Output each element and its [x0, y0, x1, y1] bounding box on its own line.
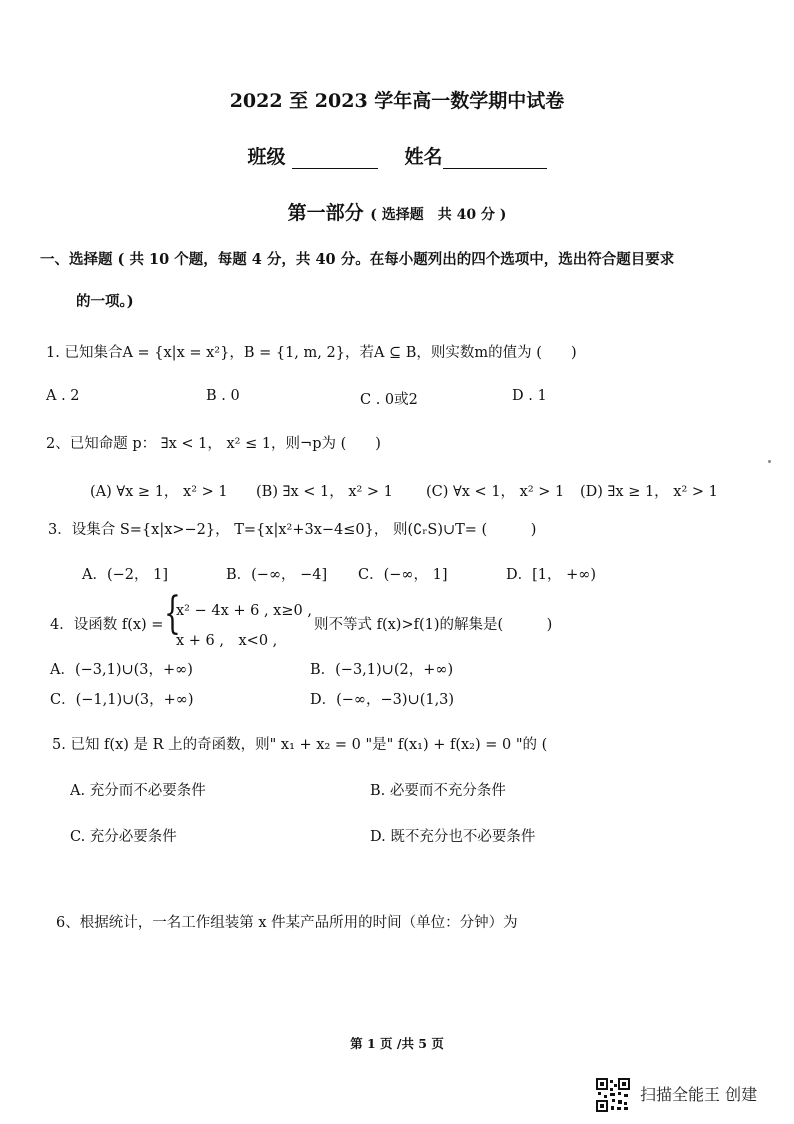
piece-1: x² − 4x + 6 , x≥0 , [176, 603, 312, 619]
name-label: 姓名 [404, 146, 443, 168]
piece-2: x + 6 , x<0 , [176, 633, 278, 649]
exam-title: 2022 至 2023 学年高一数学期中试卷 [229, 90, 565, 112]
question-1-option-b: B . 0 [206, 388, 240, 404]
brace-symbol: { [164, 588, 181, 639]
part-one-title: 第一部分 [287, 202, 364, 224]
section-one-instructions: 一、选择题 ( 共 10 个题，每题 4 分，共 40 分。在每小题列出的四个选项中，选出符合题目要求 [40, 251, 675, 268]
question-4-option-d: D．(−∞，−3)∪(1,3) [310, 692, 455, 708]
section-one-instructions-cont: 的一项。) [76, 293, 134, 310]
name-blank [443, 148, 547, 169]
scan-speck [768, 460, 771, 463]
question-4-option-b: B．(−3,1)∪(2，+∞) [310, 662, 454, 678]
question-3-option-b: B．(−∞， −4] [226, 567, 328, 583]
question-5-option-d: D. 既不充分也不必要条件 [370, 829, 536, 845]
student-info-line [0, 142, 794, 169]
page-footer: 第 1 页 /共 5 页 [350, 1036, 444, 1051]
class-label: 班级 [247, 146, 286, 168]
question-4-option-c: C．(−1,1)∪(3，+∞) [50, 692, 194, 708]
question-5-stem: 5. 已知 f(x) 是 R 上的奇函数，则" x₁ + x₂ = 0 "是" f(x₁) + f(x₂) = 0 "的 ( [52, 737, 548, 753]
part-one-note: ( 选择题 共 40 分 ) [370, 207, 507, 223]
class-blank [292, 148, 378, 169]
piecewise-function [164, 588, 312, 656]
question-2-option-d: (D) ∃x ≥ 1， x² > 1 [580, 484, 718, 500]
question-6-stem: 6、根据统计，一名工作组装第 x 件某产品所用的时间（单位：分钟）为 [56, 915, 518, 931]
question-2-stem: 2、已知命题 p： ∃x < 1， x² ≤ 1，则¬p为 ( ) [46, 436, 381, 452]
question-2-option-c: (C) ∀x < 1， x² > 1 [426, 484, 565, 500]
question-4-stem-prefix: 4．设函数 f(x) = [50, 617, 164, 633]
question-1-option-c: C . 0或2 [360, 392, 418, 408]
question-3-stem: 3．设集合 S={x|x>−2}， T={x|x²+3x−4≤0}， 则(∁ᵣS)∪T= ( ) [48, 522, 537, 538]
question-1-option-d: D . 1 [512, 388, 547, 404]
qr-code-icon [596, 1078, 630, 1112]
question-1-option-a: A . 2 [46, 388, 80, 404]
question-5-option-b: B. 必要而不充分条件 [370, 783, 506, 799]
question-5-option-c: C. 充分必要条件 [70, 829, 177, 845]
question-3-option-d: D．[1， +∞) [506, 567, 597, 583]
question-3-option-c: C．(−∞， 1] [358, 567, 448, 583]
part-one-heading [0, 198, 794, 225]
scanner-watermark: 扫描全能王 创建 [640, 1085, 758, 1104]
question-2-option-a: (A) ∀x ≥ 1， x² > 1 [90, 484, 228, 500]
question-4-option-a: A．(−3,1)∪(3，+∞) [50, 662, 193, 678]
question-2-option-b: (B) ∃x < 1， x² > 1 [256, 484, 393, 500]
question-4-stem-suffix: 则不等式 f(x)>f(1)的解集是( ) [314, 617, 553, 633]
question-5-option-a: A. 充分而不必要条件 [70, 783, 206, 799]
question-1-stem: 1. 已知集合A = {x|x = x²}，B = {1, m, 2}，若A ⊆ B，则实数m的值为 ( ) [46, 345, 577, 361]
question-3-option-a: A．(−2， 1] [82, 567, 168, 583]
